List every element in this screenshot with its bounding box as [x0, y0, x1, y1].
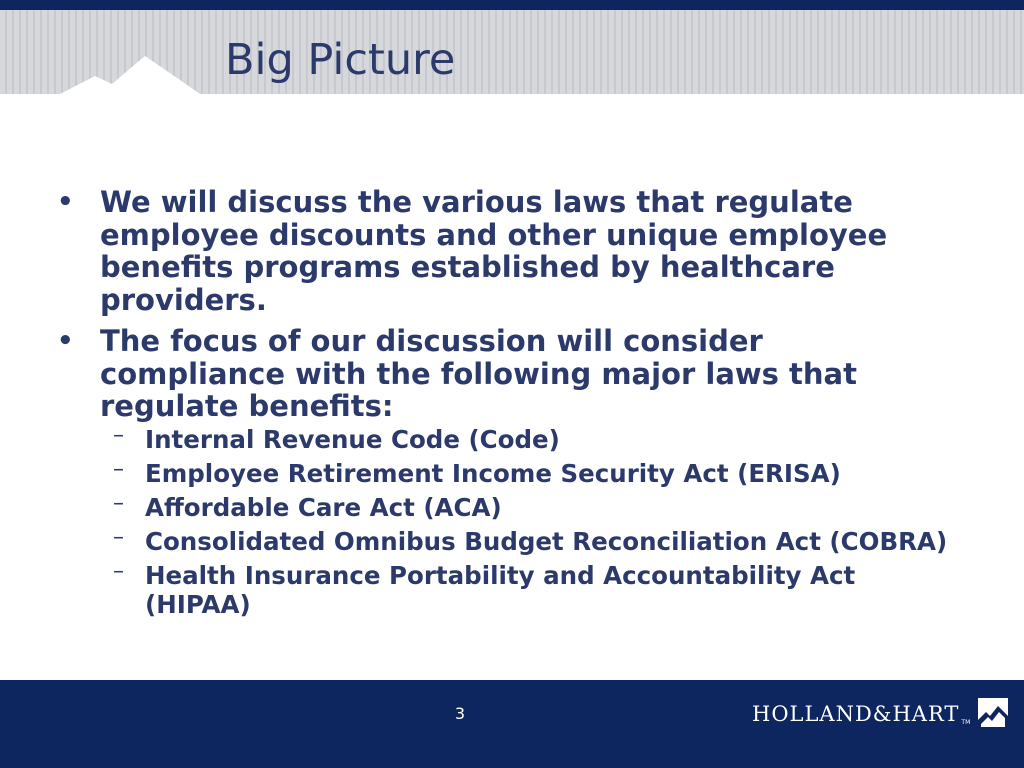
sub-bullet-item — [100, 456, 955, 488]
bullet-list — [55, 186, 955, 628]
sub-bullet-item — [100, 490, 955, 522]
mountain-logo-icon — [978, 698, 1008, 730]
sub-bullet-text: Internal Revenue Code (Code) — [145, 424, 560, 454]
sub-bullet-item — [100, 524, 955, 556]
dash-marker: – — [113, 422, 124, 448]
sub-bullet-item — [100, 422, 955, 454]
page-number: 3 — [454, 704, 466, 723]
mountain-decoration-icon — [0, 10, 260, 94]
dash-marker: – — [113, 456, 124, 482]
bullet-marker: • — [57, 187, 74, 217]
logo-trademark: TM — [961, 719, 971, 726]
sub-bullet-list — [100, 422, 955, 619]
dash-marker: – — [113, 490, 124, 516]
bullet-text: We will discuss the various laws that regulate employee discounts and other unique employee benefits programs established by healthcare providers. — [100, 185, 888, 317]
bullet-item — [55, 325, 955, 619]
bullet-text: The focus of our discussion will consider compliance with the following major laws that regulate benefits: — [100, 324, 857, 423]
company-logo — [752, 694, 1008, 734]
bullet-marker: • — [57, 326, 74, 356]
slide-title: Big Picture — [225, 35, 456, 85]
sub-bullet-text: Employee Retirement Income Security Act (ERISA) — [145, 458, 841, 488]
sub-bullet-text: Health Insurance Portability and Accountability Act (HIPAA) — [145, 560, 856, 619]
logo-wordmark: HOLLAND&HART — [752, 702, 960, 726]
bullet-item — [55, 186, 955, 316]
footer-bar — [0, 680, 1024, 768]
sub-bullet-text: Consolidated Omnibus Budget Reconciliation Act (COBRA) — [145, 526, 948, 556]
dash-marker: – — [113, 558, 124, 584]
sub-bullet-item — [100, 558, 955, 619]
dash-marker: – — [113, 524, 124, 550]
top-accent-bar — [0, 0, 1024, 10]
sub-bullet-text: Affordable Care Act (ACA) — [145, 492, 502, 522]
